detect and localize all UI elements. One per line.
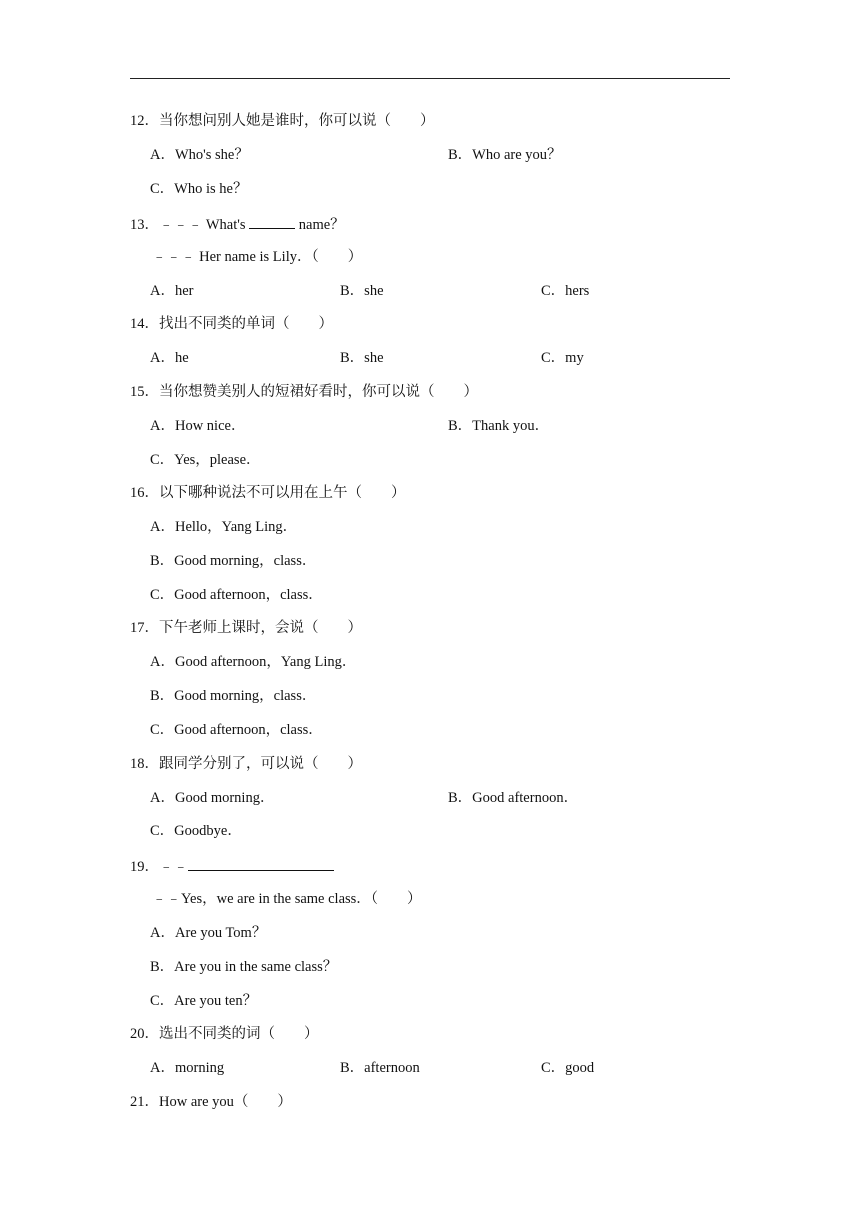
option-12-b[interactable]: B．Who are you？ — [448, 147, 562, 163]
option-12-c[interactable]: C．Who is he？ — [150, 181, 248, 197]
question-21: 21．How are you（ ） — [130, 1094, 292, 1110]
option-20-a[interactable]: A．morning — [150, 1060, 225, 1076]
option-16-a[interactable]: A．Hello，Yang Ling． — [150, 519, 298, 535]
option-18-b[interactable]: B．Good afternoon． — [448, 790, 579, 806]
answer-blank[interactable] — [188, 856, 334, 871]
option-19-b[interactable]: B．Are you in the same class？ — [150, 959, 338, 975]
option-20-b[interactable]: B．afternoon — [340, 1060, 420, 1076]
option-16-b[interactable]: B．Good morning，class． — [150, 553, 317, 569]
option-19-a[interactable]: A．Are you Tom？ — [150, 925, 267, 941]
question-19-prefix: 19．﹣﹣ — [130, 859, 188, 875]
question-17: 17．下午老师上课时，会说（ ） — [130, 620, 362, 636]
question-13-reply: ﹣﹣﹣ Her name is Lily．（ ） — [152, 249, 363, 265]
option-15-b[interactable]: B．Thank you． — [448, 418, 550, 434]
option-17-c[interactable]: C．Good afternoon，class． — [150, 722, 323, 738]
header-rule — [130, 78, 730, 79]
question-20: 20．选出不同类的词（ ） — [130, 1026, 319, 1042]
option-18-c[interactable]: C．Goodbye． — [150, 823, 242, 839]
option-17-a[interactable]: A．Good afternoon，Yang Ling． — [150, 654, 357, 670]
question-12: 12．当你想问别人她是谁时，你可以说（ ） — [130, 113, 435, 129]
option-13-a[interactable]: A．her — [150, 283, 194, 299]
option-14-a[interactable]: A．he — [150, 350, 189, 366]
answer-blank[interactable] — [249, 214, 295, 229]
option-15-c[interactable]: C．Yes，please． — [150, 452, 261, 468]
question-19-reply: ﹣﹣Yes，we are in the same class．（ ） — [152, 891, 422, 907]
question-15: 15．当你想赞美别人的短裙好看时，你可以说（ ） — [130, 384, 478, 400]
option-20-c[interactable]: C．good — [541, 1060, 595, 1076]
question-18: 18．跟同学分别了，可以说（ ） — [130, 756, 362, 772]
option-17-b[interactable]: B．Good morning，class． — [150, 688, 317, 704]
option-15-a[interactable]: A．How nice． — [150, 418, 246, 434]
option-14-b[interactable]: B．she — [340, 350, 384, 366]
option-13-c[interactable]: C．hers — [541, 283, 590, 299]
option-19-c[interactable]: C．Are you ten？ — [150, 993, 258, 1009]
option-16-c[interactable]: C．Good afternoon，class． — [150, 587, 323, 603]
question-19 — [130, 856, 334, 876]
option-12-a[interactable]: A．Who's she？ — [150, 147, 249, 163]
question-16: 16．以下哪种说法不可以用在上午（ ） — [130, 485, 406, 501]
option-18-a[interactable]: A．Good morning． — [150, 790, 275, 806]
option-13-b[interactable]: B．she — [340, 283, 384, 299]
question-13-suffix: name？ — [298, 217, 345, 233]
question-14: 14．找出不同类的单词（ ） — [130, 316, 333, 332]
question-13 — [130, 214, 345, 234]
option-14-c[interactable]: C．my — [541, 350, 584, 366]
question-13-prefix: 13．﹣﹣﹣ What's — [130, 217, 246, 233]
